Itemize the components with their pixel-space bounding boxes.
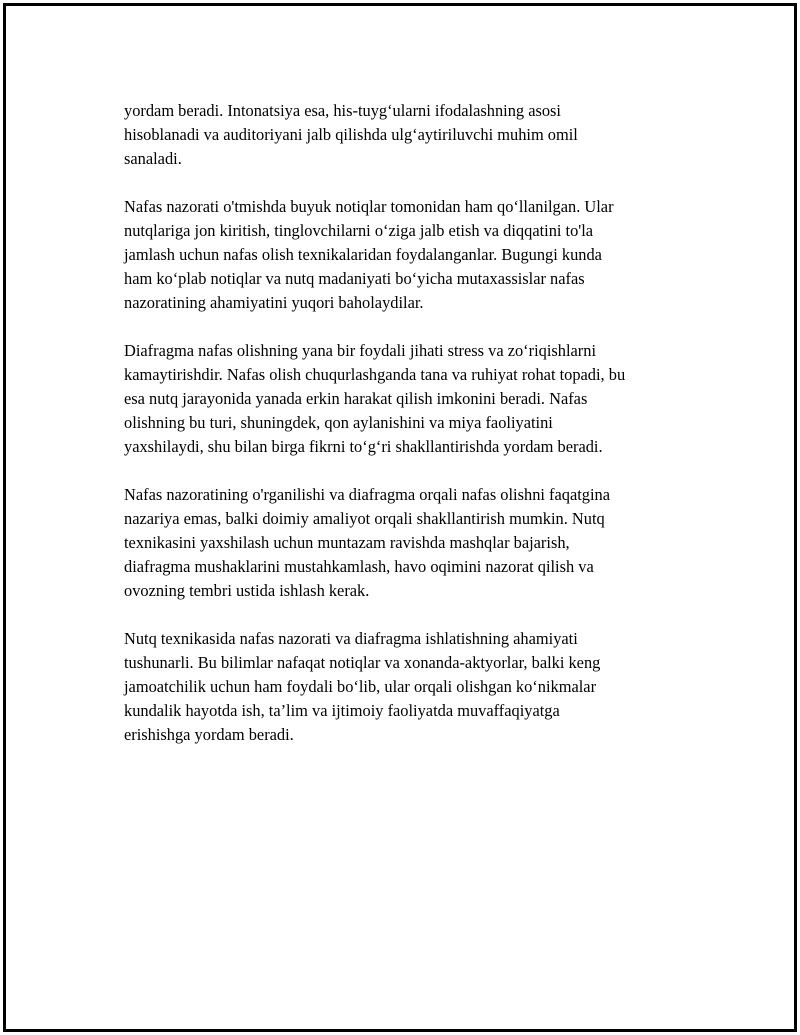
paragraph-line: esa nutq jarayonida yanada erkin harakat qilish imkonini beradi. Nafas [124, 389, 588, 408]
paragraph-line: ham ko‘plab notiqlar va nutq madaniyati bo‘yicha mutaxassislar nafas [124, 269, 585, 288]
paragraph-line: diafragma mushaklarini mustahkamlash, havo oqimini nazorat qilish va [124, 557, 594, 576]
paragraph-3 [124, 339, 694, 459]
paragraph-line: nutqlariga jon kiritish, tinglovchilarni o‘ziga jalb etish va diqqatini to'la [124, 221, 594, 240]
paragraph-line: Nafas nazorati o'tmishda buyuk notiqlar tomonidan ham qo‘llanilgan. Ular [124, 197, 614, 216]
paragraph-5 [124, 627, 694, 747]
paragraph-line: nazariya emas, balki doimiy amaliyot orqali shakllantirish mumkin. Nutq [124, 509, 605, 528]
document-body [124, 99, 694, 771]
paragraph-line: sanaladi. [124, 149, 182, 168]
paragraph-line: ovozning tembri ustida ishlash kerak. [124, 581, 370, 600]
paragraph-line: olishning bu turi, shuningdek, qon aylanishini va miya faoliyatini [124, 413, 553, 432]
paragraph-line: jamlash uchun nafas olish texnikalaridan foydalanganlar. Bugungi kunda [124, 245, 602, 264]
paragraph-line: kundalik hayotda ish, ta’lim va ijtimoiy faoliyatda muvaffaqiyatga [124, 701, 560, 720]
paragraph-line: tushunarli. Bu bilimlar nafaqat notiqlar va xonanda-aktyorlar, balki keng [124, 653, 601, 672]
page-frame [3, 3, 797, 1032]
paragraph-line: Nutq texnikasida nafas nazorati va diafragma ishlatishning ahamiyati [124, 629, 578, 648]
paragraph-line: kamaytirishdir. Nafas olish chuqurlashganda tana va ruhiyat rohat topadi, bu [124, 365, 626, 384]
paragraph-2 [124, 195, 694, 315]
paragraph-line: hisoblanadi va auditoriyani jalb qilishda ulg‘aytiriluvchi muhim omil [124, 125, 578, 144]
paragraph-line: erishishga yordam beradi. [124, 725, 294, 744]
paragraph-4 [124, 483, 694, 603]
paragraph-line: yaxshilaydi, shu bilan birga fikrni to‘g‘ri shakllantirishda yordam beradi. [124, 437, 603, 456]
paragraph-line: yordam beradi. Intonatsiya esa, his-tuyg‘ularni ifodalashning asosi [124, 101, 561, 120]
paragraph-line: Nafas nazoratining o'rganilishi va diafragma orqali nafas olishni faqatgina [124, 485, 611, 504]
paragraph-line: jamoatchilik uchun ham foydali bo‘lib, ular orqali olishgan ko‘nikmalar [124, 677, 597, 696]
paragraph-line: Diafragma nafas olishning yana bir foydali jihati stress va zo‘riqishlarni [124, 341, 597, 360]
paragraph-line: nazoratining ahamiyatini yuqori baholaydilar. [124, 293, 424, 312]
paragraph-1 [124, 99, 694, 171]
paragraph-line: texnikasini yaxshilash uchun muntazam ravishda mashqlar bajarish, [124, 533, 570, 552]
